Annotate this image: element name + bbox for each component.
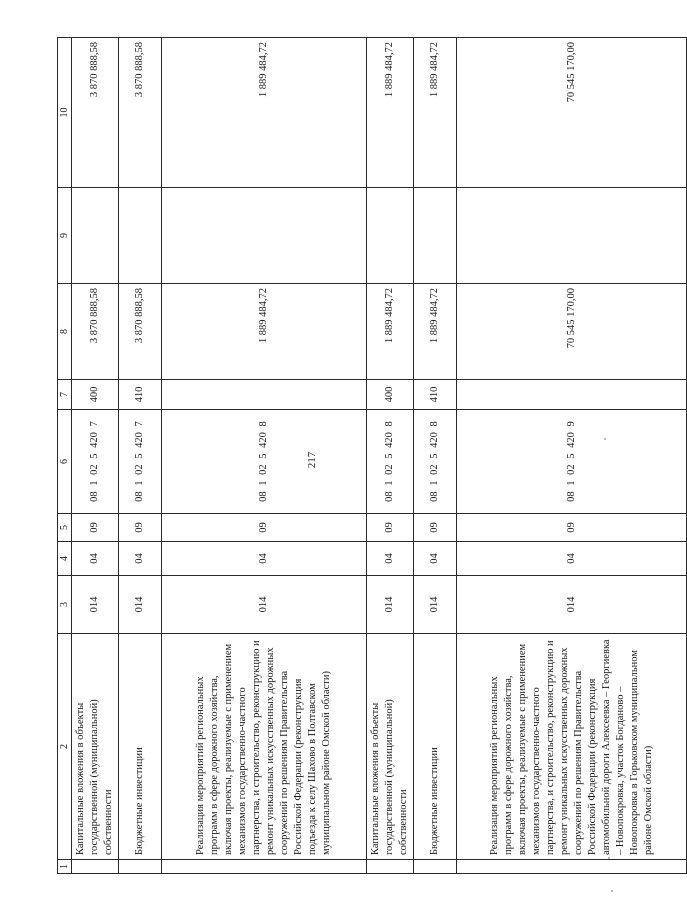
ministry-code-cell: 014 [367,576,414,634]
expense-type-cell: 410 [414,380,457,410]
row-number-cell [72,860,119,874]
amount-cell: 1 889 484,72 [162,38,367,188]
header-cell: 4 [58,542,72,576]
table-row [367,38,414,874]
header-cell: 3 [58,576,72,634]
target-article-cell: 08 1 02 5 420 9 [457,410,687,514]
amount-cell [119,188,162,284]
amount-cell [457,188,687,284]
budget-table [57,37,687,874]
amount-cell: 1 889 484,72 [367,38,414,188]
description-cell: Бюджетные инвестиции [119,634,162,860]
scan-speck [611,890,613,892]
expense-type-cell [162,380,367,410]
subsection-code-cell: 09 [414,514,457,542]
subsection-code-cell: 09 [162,514,367,542]
amount-cell: 3 870 888,58 [72,38,119,188]
row-number-cell [414,860,457,874]
amount-cell: 70 545 170,00 [457,284,687,380]
amount-cell: 1 889 484,72 [414,284,457,380]
header-cell: 5 [58,514,72,542]
description-cell: Реализация мероприятий региональных программ в сфере дорожного хозяйства, включая проекты, реализуемые с применением механизмов государственно-частного партнерства, и строительство, реконструкцию и ремонт уникальных искусственных дорожных сооружений по решениям Правительства Российской Федерации (реконструкция автомобильной дороги Алексеевка – Георгиевка – Новопокровка, участок Богданово – Новопокровка в Горьковском муниципальном районе Омской области) [457,634,687,860]
target-article-cell: 08 1 02 5 420 8 [367,410,414,514]
amount-cell: 1 889 484,72 [162,284,367,380]
table-row [72,38,119,874]
row-number-cell [367,860,414,874]
section-code-cell: 04 [162,542,367,576]
row-number-cell [162,860,367,874]
table-row [162,38,367,874]
amount-cell [414,188,457,284]
target-article-cell: 08 1 02 5 420 7 [72,410,119,514]
description-cell: Реализация мероприятий региональных программ в сфере дорожного хозяйства, включая проекты, реализуемые с применением механизмов государственно-частного партнерства, и строительство, реконструкцию и ремонт уникальных искусственных дорожных сооружений по решениям Правительства Российской Федерации (реконструкция подъезда к селу Шахово в Полтавском муниципальном районе Омской области) [162,634,367,860]
header-cell: 2 [58,634,72,860]
section-code-cell: 04 [367,542,414,576]
amount-cell: 1 889 484,72 [367,284,414,380]
table-row [119,38,162,874]
description-cell: Бюджетные инвестиции [414,634,457,860]
section-code-cell: 04 [72,542,119,576]
amount-cell: 70 545 170,00 [457,38,687,188]
target-article-cell: 08 1 02 5 420 8 [162,410,367,514]
amount-cell: 1 889 484,72 [414,38,457,188]
amount-cell [72,188,119,284]
table-row [414,38,457,874]
ministry-code-cell: 014 [457,576,687,634]
page-number: 217 [306,451,318,469]
header-cell: 8 [58,284,72,380]
header-cell: 7 [58,380,72,410]
section-code-cell: 04 [414,542,457,576]
description-cell: Капитальные вложения в объекты государственной (муниципальной) собственности [72,634,119,860]
row-number-cell [457,860,687,874]
ministry-code-cell: 014 [414,576,457,634]
section-code-cell: 04 [119,542,162,576]
ministry-code-cell: 014 [72,576,119,634]
header-row [58,38,72,874]
expense-type-cell: 400 [367,380,414,410]
header-cell: 10 [58,38,72,188]
amount-cell: 3 870 888,58 [119,38,162,188]
subsection-code-cell: 09 [457,514,687,542]
amount-cell: 3 870 888,58 [119,284,162,380]
description-cell: Капитальные вложения в объекты государственной (муниципальной) собственности [367,634,414,860]
amount-cell [367,188,414,284]
header-cell: 1 [58,860,72,874]
target-article-cell: 08 1 02 5 420 8 [414,410,457,514]
subsection-code-cell: 09 [367,514,414,542]
target-article-cell: 08 1 02 5 420 7 [119,410,162,514]
amount-cell [162,188,367,284]
ministry-code-cell: 014 [119,576,162,634]
scan-speck [608,857,610,859]
table-row [457,38,687,874]
expense-type-cell: 400 [72,380,119,410]
rotated-table-container [57,38,654,874]
expense-type-cell [457,380,687,410]
section-code-cell: 04 [457,542,687,576]
amount-cell: 3 870 888,58 [72,284,119,380]
scan-speck [604,438,606,440]
ministry-code-cell: 014 [162,576,367,634]
row-number-cell [119,860,162,874]
expense-type-cell: 410 [119,380,162,410]
header-cell: 6 [58,410,72,514]
header-cell: 9 [58,188,72,284]
subsection-code-cell: 09 [119,514,162,542]
subsection-code-cell: 09 [72,514,119,542]
